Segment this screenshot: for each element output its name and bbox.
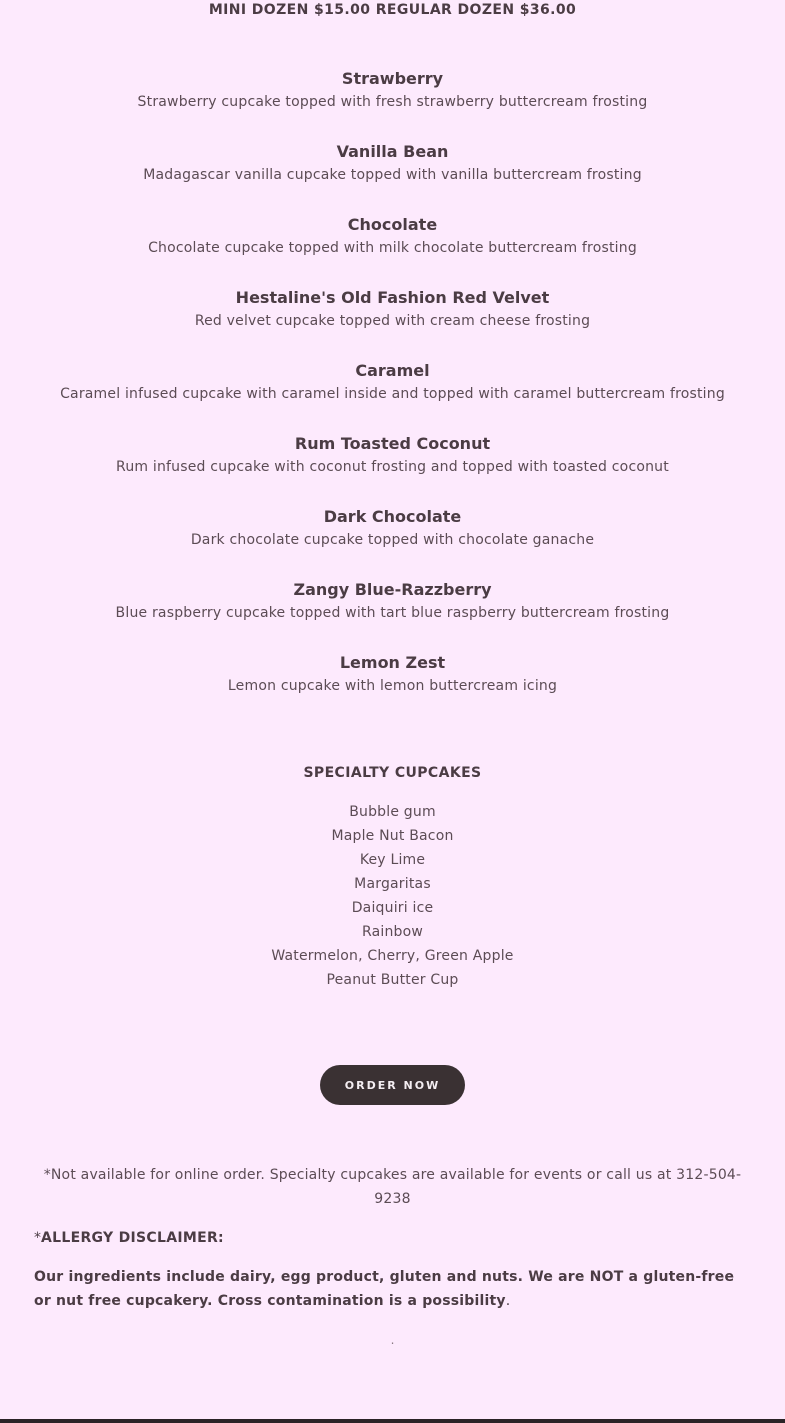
flavor-description: Chocolate cupcake topped with milk chocolate buttercream frosting	[148, 240, 637, 256]
flavor-description: Rum infused cupcake with coconut frosting and topped with toasted coconut	[116, 459, 669, 475]
flavor-item	[0, 506, 785, 579]
flavor-description: Dark chocolate cupcake topped with chocolate ganache	[190, 532, 595, 548]
flavor-description: Madagascar vanilla cupcake topped with vanilla buttercream frosting	[143, 167, 642, 183]
flavor-description: Caramel infused cupcake with caramel inside and topped with caramel buttercream frosting	[60, 386, 725, 402]
specialty-item: Peanut Butter Cup	[326, 972, 459, 988]
specialty-heading: SPECIALTY CUPCAKES	[303, 765, 482, 781]
allergy-asterisk: *	[34, 1230, 41, 1246]
flavor-description: Red velvet cupcake topped with cream cheese frosting	[194, 313, 591, 329]
specialty-note: *Not available for online order. Specialty cupcakes are available for events or call us at 312-504-9238	[43, 1167, 742, 1207]
specialty-item: Rainbow	[361, 924, 424, 940]
footer-dot: .	[390, 1333, 395, 1347]
flavor-item	[0, 579, 785, 652]
flavor-description: Lemon cupcake with lemon buttercream icing	[227, 678, 558, 694]
allergy-disclaimer	[34, 1265, 754, 1313]
flavor-name: Dark Chocolate	[323, 507, 462, 526]
flavor-item	[0, 214, 785, 287]
flavor-list	[0, 68, 785, 725]
flavor-item	[0, 433, 785, 506]
specialty-item: Watermelon, Cherry, Green Apple	[271, 948, 514, 964]
flavor-name: Lemon Zest	[339, 653, 446, 672]
flavor-item	[0, 360, 785, 433]
flavor-description: Blue raspberry cupcake topped with tart blue raspberry buttercream frosting	[115, 605, 670, 621]
allergy-period: .	[505, 1293, 511, 1309]
flavor-name: Vanilla Bean	[336, 142, 449, 161]
specialty-list	[0, 800, 785, 992]
flavor-name: Chocolate	[347, 215, 438, 234]
flavor-item	[0, 287, 785, 360]
flavor-description: Strawberry cupcake topped with fresh strawberry buttercream frosting	[137, 94, 648, 110]
footer-divider	[0, 1419, 785, 1423]
flavor-name: Zangy Blue-Razzberry	[293, 580, 492, 599]
flavor-item	[0, 652, 785, 725]
order-now-button[interactable]: ORDER NOW	[320, 1065, 465, 1105]
flavor-name: Strawberry	[341, 69, 444, 88]
specialty-item: Margaritas	[354, 876, 431, 892]
flavor-name: Rum Toasted Coconut	[294, 434, 491, 453]
specialty-item: Bubble gum	[349, 804, 436, 820]
flavor-name: Hestaline's Old Fashion Red Velvet	[235, 288, 550, 307]
allergy-disclaimer-text: Our ingredients include dairy, egg product, gluten and nuts. We are NOT a gluten-free or nut free cupcakery. Cross contamination is a possibility	[34, 1269, 735, 1309]
specialty-item: Daiquiri ice	[351, 900, 434, 916]
specialty-item: Maple Nut Bacon	[331, 828, 454, 844]
allergy-heading	[34, 1226, 754, 1250]
specialty-item: Key Lime	[359, 852, 426, 868]
allergy-heading-label: ALLERGY DISCLAIMER:	[41, 1230, 224, 1246]
flavor-item	[0, 141, 785, 214]
flavor-item	[0, 68, 785, 141]
flavor-name: Caramel	[355, 361, 430, 380]
pricing-line: MINI DOZEN $15.00 REGULAR DOZEN $36.00	[208, 2, 577, 18]
